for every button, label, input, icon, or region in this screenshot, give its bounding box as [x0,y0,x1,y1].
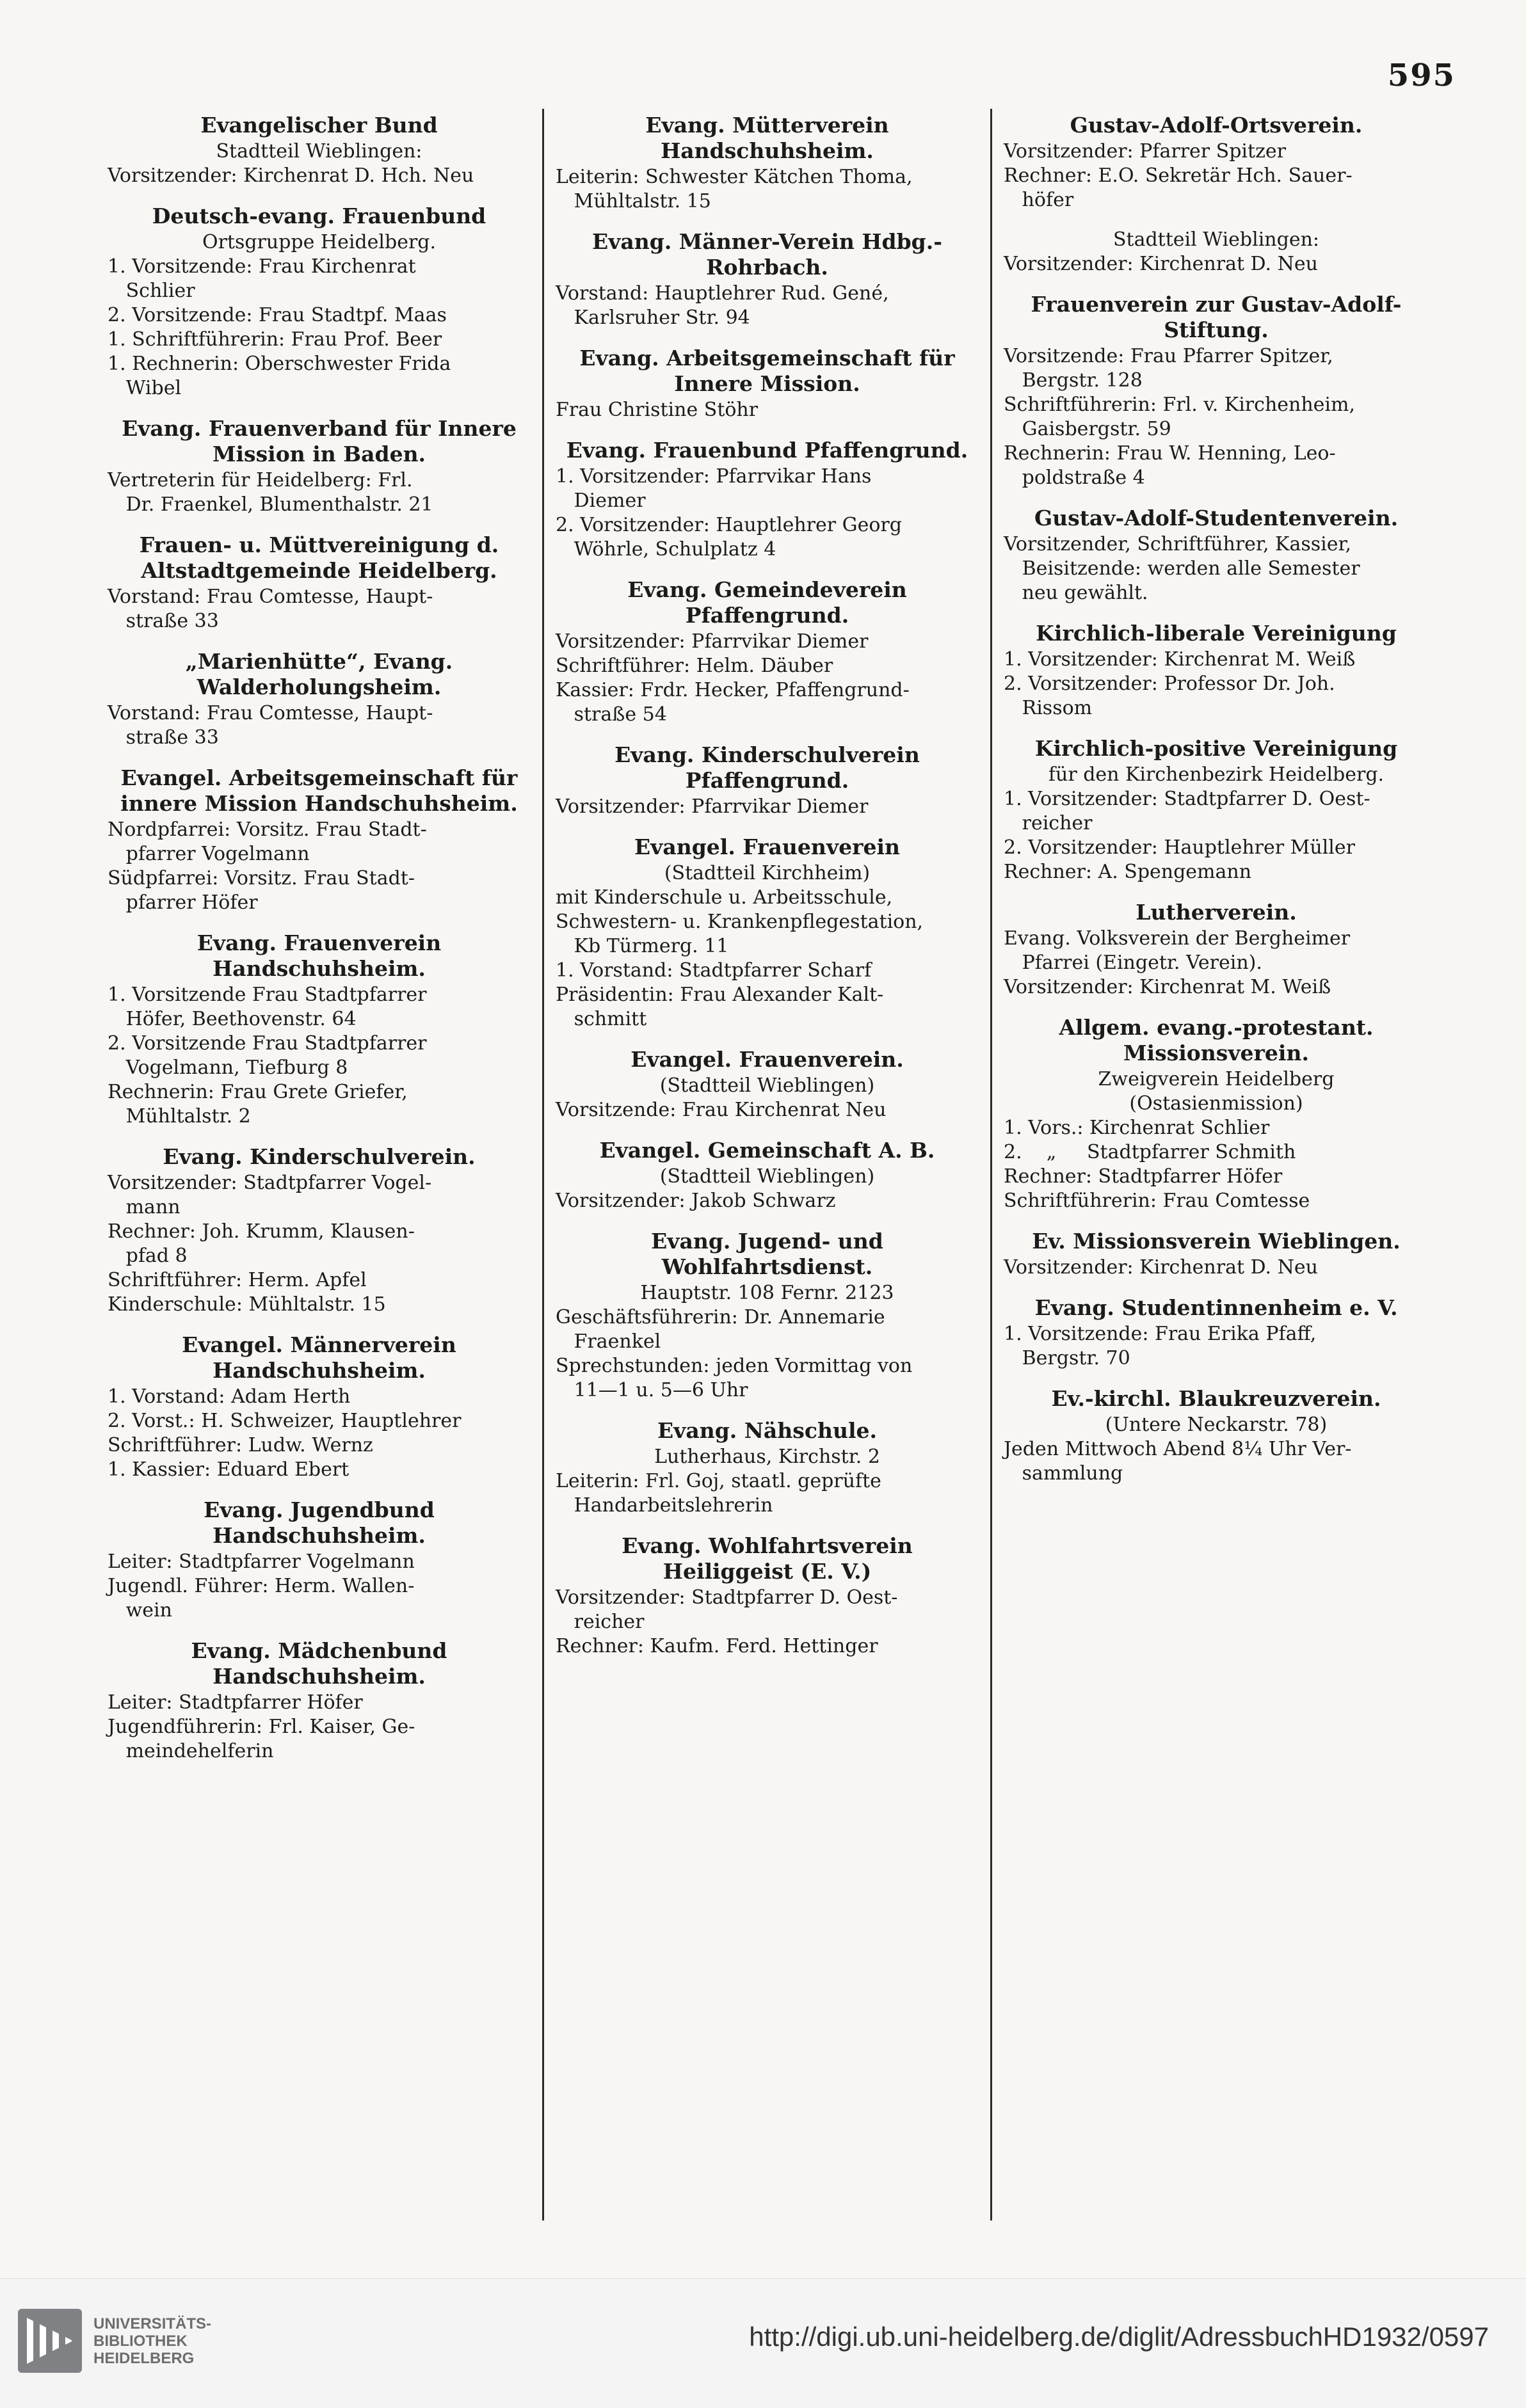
directory-entry [108,930,531,1129]
column-3 [992,109,1440,2221]
entry-heading: Evang. Jugend- und Wohlfahrtsdienst. [651,1229,883,1279]
entry-line: pfad 8 [108,1245,188,1267]
entry-line: Bergstr. 70 [1004,1347,1130,1369]
entry-line: Mühltalstr. 15 [556,190,711,212]
column-1 [96,109,544,2221]
entry-line: Schriftführerin: Frau Comtesse [1004,1190,1310,1212]
entry-line: Südpfarrei: Vorsitz. Frau Stadt- [108,867,415,889]
entry-line: Geschäftsführerin: Dr. Annemarie [556,1306,885,1328]
entry-line: reicher [1004,812,1093,834]
entry-line: Kinderschule: Mühltalstr. 15 [108,1293,386,1316]
entry-heading: Evang. Mütterverein Handschuhsheim. [645,113,889,163]
entry-line: Höfer, Beethovenstr. 64 [108,1008,357,1030]
directory-entry [556,229,979,330]
library-logo-icon [18,2309,82,2373]
entry-line: Lutherhaus, Kirchstr. 2 [654,1446,880,1468]
entry-line: Leiterin: Schwester Kätchen Thoma, [556,166,913,188]
entry-heading: Evangelischer Bund [200,113,438,138]
directory-entry [556,346,979,422]
entry-line: Rissom [1004,697,1093,719]
entry-heading: Evang. Kinderschulverein Pfaffengrund. [614,742,920,793]
entry-line: Wibel [108,377,182,399]
entry-heading: Gustav-Adolf-Studentenverein. [1034,506,1399,530]
entry-line: 1. Schriftführerin: Frau Prof. Beer [108,328,442,351]
entry-line: Ortsgruppe Heidelberg. [202,231,437,253]
entry-line: Vorsitzender: Kirchenrat D. Neu [1004,253,1318,275]
entry-line: 1. Vorsitzender: Stadtpfarrer D. Oest- [1004,788,1370,810]
entry-line: 1. Vorsitzender: Pfarrvikar Hans [556,465,872,488]
entry-heading: Evang. Nähschule. [657,1418,877,1443]
directory-entry [108,113,531,188]
entry-heading: „Marienhütte“, Evang. Walderholungsheim. [185,649,453,699]
entry-line: 1. Vorsitzende Frau Stadtpfarrer [108,984,427,1006]
directory-entry [108,1332,531,1482]
entry-line: poldstraße 4 [1004,466,1145,489]
entry-line: Vorsitzender, Schriftführer, Kassier, [1004,533,1352,555]
entry-line: 2. Vorst.: H. Schweizer, Hauptlehrer [108,1410,462,1432]
directory-entry [1004,113,1429,212]
entry-heading: Ev.-kirchl. Blaukreuzverein. [1051,1386,1381,1411]
entry-line: Bergstr. 128 [1004,369,1143,392]
entry-line: Rechner: Stadtpfarrer Höfer [1004,1165,1283,1188]
entry-line: Mühltalstr. 2 [108,1105,251,1128]
directory-entry [1004,621,1429,721]
source-url-link[interactable]: http://digi.ub.uni-heidelberg.de/diglit/AdressbuchHD1932/0597 [749,2322,1489,2352]
entry-line: Vorsitzender: Stadtpfarrer D. Oest- [556,1586,898,1609]
entry-line: Leiter: Stadtpfarrer Höfer [108,1691,363,1714]
entry-line: Schlier [108,280,195,302]
entry-line: Hauptstr. 108 Fernr. 2123 [640,1282,894,1304]
entry-line: 2. Vorsitzender: Hauptlehrer Georg [556,514,902,536]
entry-line: Stadtteil Wieblingen: [216,140,422,163]
entry-line: Vorsitzender: Jakob Schwarz [556,1190,836,1212]
entry-line: straße 33 [108,610,219,632]
entry-line: Evang. Volksverein der Bergheimer [1004,927,1351,950]
directory-entry [1004,228,1429,276]
entry-line: Vorsitzender: Stadtpfarrer Vogel- [108,1172,432,1194]
directory-entry [1004,1295,1429,1371]
directory-entry [1004,736,1429,884]
entry-line: schmitt [556,1008,647,1030]
directory-entry [108,649,531,750]
entry-line: neu gewählt. [1004,582,1148,604]
entry-heading: Gustav-Adolf-Ortsverein. [1070,113,1363,138]
entry-line: für den Kirchenbezirk Heidelberg. [1048,763,1385,786]
entry-heading: Evang. Wohlfahrtsverein Heiliggeist (E. V.) [622,1533,913,1584]
entry-line: Rechner: E.O. Sekretär Hch. Sauer- [1004,164,1353,187]
entry-line: 1. Vorstand: Stadtpfarrer Scharf [556,959,872,982]
entry-line: Vorsitzender: Pfarrer Spitzer [1004,140,1286,163]
entry-heading: Ev. Missionsverein Wieblingen. [1032,1229,1401,1254]
entry-line: Nordpfarrei: Vorsitz. Frau Stadt- [108,818,427,841]
entry-line: 11—1 u. 5—6 Uhr [556,1379,748,1401]
directory-entry [108,1144,531,1317]
entry-line: Rechner: Joh. Krumm, Klausen- [108,1220,415,1243]
entry-line: Leiterin: Frl. Goj, staatl. geprüfte [556,1470,881,1492]
entry-line: 1. Vors.: Kirchenrat Schlier [1004,1117,1270,1139]
entry-heading: Evangel. Männerverein Handschuhsheim. [182,1332,456,1383]
entry-line: Beisitzende: werden alle Semester [1004,557,1360,580]
entry-line: straße 54 [556,703,667,726]
entry-line: Vorsitzender: Pfarrvikar Diemer [556,630,869,653]
directory-entry [556,1229,979,1403]
entry-line: sammlung [1004,1462,1123,1485]
entry-heading: Allgem. evang.-protestant. Missionsverein. [1059,1015,1374,1065]
entry-line: 1. Vorstand: Adam Herth [108,1385,351,1408]
entry-heading: Evang. Gemeindeverein Pfaffengrund. [627,577,907,628]
entry-line: Jugendführerin: Frl. Kaiser, Ge- [108,1716,415,1738]
entry-heading: Evangel. Arbeitsgemeinschaft für innere Mission Handschuhsheim. [120,765,518,816]
entry-line: reicher [556,1611,645,1633]
entry-line: 2. Vorsitzender: Professor Dr. Joh. [1004,673,1335,695]
entry-line: Vertreterin für Heidelberg: Frl. [108,469,413,491]
entry-line: Vorstand: Hauptlehrer Rud. Gené, [556,282,889,305]
directory-entry [108,416,531,517]
entry-line: Leiter: Stadtpfarrer Vogelmann [108,1551,415,1573]
entry-line: Rechnerin: Frau Grete Griefer, [108,1081,408,1103]
entry-line: (Stadtteil Kirchheim) [664,862,871,884]
entry-heading: Evang. Mädchenbund Handschuhsheim. [191,1638,447,1689]
directory-entry [1004,900,1429,1000]
entry-heading: Deutsch-evang. Frauenbund [152,203,486,228]
entry-line: Vorsitzender: Kirchenrat D. Hch. Neu [108,164,474,187]
entry-heading: Evang. Arbeitsgemeinschaft für Innere Mission. [579,346,955,396]
entry-line: Sprechstunden: jeden Vormittag von [556,1355,913,1377]
entry-heading: Evangel. Gemeinschaft A. B. [599,1138,935,1163]
entry-line: pfarrer Höfer [108,891,258,914]
directory-entry [556,1047,979,1122]
logo-line-1: UNIVERSITÄTS- [93,2315,212,2332]
entry-line: Karlsruher Str. 94 [556,307,750,329]
entry-line: Handarbeitslehrerin [556,1494,773,1517]
entry-heading: Kirchlich-positive Vereinigung [1034,736,1398,761]
entry-line: (Ostasienmission) [1129,1092,1303,1115]
entry-line: Rechnerin: Frau W. Henning, Leo- [1004,442,1336,465]
entry-heading: Evangel. Frauenverein [634,834,900,859]
entry-line: 1. Rechnerin: Oberschwester Frida [108,353,451,375]
entry-heading: Evang. Männer-Verein Hdbg.-Rohrbach. [592,229,942,280]
entry-line: Gaisbergstr. 59 [1004,418,1171,440]
entry-line: wein [108,1599,172,1622]
directory-entry [108,203,531,401]
logo-line-3: HEIDELBERG [93,2349,195,2367]
entry-line: Stadtteil Wieblingen: [1112,228,1320,251]
directory-entry [556,113,979,214]
entry-line: 1. Vorsitzender: Kirchenrat M. Weiß [1004,648,1356,671]
entry-heading: Evang. Frauenbund Pfaffengrund. [566,438,968,463]
entry-line: 1. Vorsitzende: Frau Erika Pfaff, [1004,1323,1317,1345]
entry-line: Fraenkel [556,1330,661,1353]
entry-heading: Frauen- u. Müttvereinigung d. Altstadtgemeinde Heidelberg. [139,532,499,583]
directory-columns [96,109,1440,2221]
entry-line: Schwestern- u. Krankenpflegestation, [556,911,924,933]
directory-entry [556,1418,979,1518]
entry-line: höfer [1004,189,1074,211]
entry-line: mit Kinderschule u. Arbeitsschule, [556,886,893,909]
column-2 [544,109,992,2221]
entry-line: Zweigverein Heidelberg [1098,1068,1335,1090]
directory-entry [1004,1015,1429,1213]
entry-line: Schriftführer: Helm. Däuber [556,655,833,677]
entry-heading: Frauenverein zur Gustav-Adolf-Stiftung. [1031,292,1402,342]
entry-line: straße 33 [108,726,219,749]
logo-line-2: BIBLIOTHEK [93,2332,188,2350]
entry-line: Schriftführer: Ludw. Wernz [108,1434,373,1456]
entry-heading: Evang. Frauenverein Handschuhsheim. [197,930,442,981]
entry-line: Dr. Fraenkel, Blumenthalstr. 21 [108,493,433,516]
entry-heading: Evang. Frauenverband für Innere Mission in Baden. [122,416,517,466]
entry-line: Vorsitzender: Pfarrvikar Diemer [556,795,869,818]
directory-entry [108,532,531,634]
library-logo-text [93,2315,211,2367]
entry-line: Vorsitzende: Frau Kirchenrat Neu [556,1099,887,1121]
entry-heading: Kirchlich-liberale Vereinigung [1036,621,1397,646]
directory-entry [1004,1386,1429,1486]
entry-heading: Evang. Studentinnenheim e. V. [1034,1295,1398,1320]
entry-heading: Lutherverein. [1136,900,1297,925]
entry-line: Schriftführerin: Frl. v. Kirchenheim, [1004,394,1355,416]
entry-line: meindehelferin [108,1740,274,1762]
entry-line: Schriftführer: Herm. Apfel [108,1269,367,1291]
entry-line: Jugendl. Führer: Herm. Wallen- [108,1575,415,1597]
directory-entry [108,765,531,915]
entry-line: Vogelmann, Tiefburg 8 [108,1056,348,1079]
entry-line: Rechner: Kaufm. Ferd. Hettinger [556,1635,878,1657]
entry-line: 2. Vorsitzende Frau Stadtpfarrer [108,1032,427,1055]
entry-line: pfarrer Vogelmann [108,843,310,865]
directory-entry [556,1138,979,1213]
entry-heading: Evang. Kinderschulverein. [163,1144,476,1169]
library-logo [18,2309,211,2373]
directory-entry [108,1638,531,1764]
directory-entry [556,577,979,727]
entry-line: Vorsitzender: Kirchenrat M. Weiß [1004,976,1331,998]
entry-line: mann [108,1196,181,1218]
entry-line: Pfarrei (Eingetr. Verein). [1004,952,1262,974]
directory-entry [1004,292,1429,490]
entry-line: 2. „ Stadtpfarrer Schmith [1004,1141,1296,1163]
entry-line: Wöhrle, Schulplatz 4 [556,538,776,561]
directory-entry [108,1497,531,1623]
entry-line: Vorsitzende: Frau Pfarrer Spitzer, [1004,345,1333,367]
entry-heading: Evang. Jugendbund Handschuhsheim. [204,1497,435,1548]
entry-line: Diemer [556,490,646,512]
entry-line: (Stadtteil Wieblingen) [659,1165,875,1188]
entry-line: 1. Vorsitzende: Frau Kirchenrat [108,255,416,278]
directory-entry [556,742,979,819]
entry-line: Vorsitzender: Kirchenrat D. Neu [1004,1256,1318,1279]
entry-line: (Untere Neckarstr. 78) [1105,1414,1328,1436]
directory-entry [556,834,979,1032]
entry-line: Rechner: A. Spengemann [1004,861,1252,883]
entry-line: Vorstand: Frau Comtesse, Haupt- [108,586,433,608]
entry-line: Kassier: Frdr. Hecker, Pfaffengrund- [556,679,910,701]
entry-heading: Evangel. Frauenverein. [630,1047,904,1072]
directory-entry [556,1533,979,1659]
entry-line: Präsidentin: Frau Alexander Kalt- [556,984,884,1006]
entry-line: Jeden Mittwoch Abend 8¼ Uhr Ver- [1004,1438,1352,1460]
entry-line: 1. Kassier: Eduard Ebert [108,1458,349,1481]
entry-line: 2. Vorsitzender: Hauptlehrer Müller [1004,836,1355,859]
entry-line: Frau Christine Stöhr [556,399,759,421]
entry-line: Vorstand: Frau Comtesse, Haupt- [108,702,433,724]
directory-entry [1004,506,1429,605]
entry-line: (Stadtteil Wieblingen) [659,1074,875,1097]
directory-entry [1004,1229,1429,1280]
directory-entry [556,438,979,562]
page-number: 595 [1387,58,1456,93]
entry-line: Kb Türmerg. 11 [556,935,729,957]
entry-line: 2. Vorsitzende: Frau Stadtpf. Maas [108,304,447,326]
